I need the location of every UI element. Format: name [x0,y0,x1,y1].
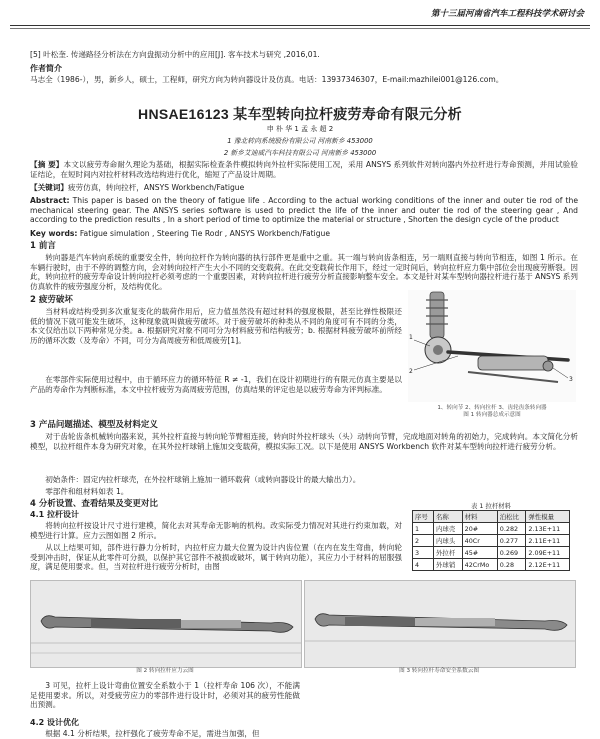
table-cell: 40Cr [462,535,497,547]
figure-1-caption: 图 1 转向器总成示意图 [463,411,521,418]
affiliation-1: 1 豫北转向系统股份有限公司 河南新乡 453000 [227,137,373,145]
table-cell: 外拉杆 [434,547,463,559]
table-1-caption: 表 1 拉杆材料 [470,502,512,510]
table-cell: 2 [413,535,434,547]
abstract-en-text: This paper is based on the theory of fatigue life . According to the actual working conditions of the inner and outer tie rod of the mechanical steering gear. The ANSYS series software is used to predict the life of the inner and outer tie rod of the steering gear , And according to the prediction results , In a short period of time to optimize the material or structure , Shorten the design cycle of the product [30,196,578,225]
table-cell: 3 [413,547,434,559]
table-cell: 0.282 [497,523,526,535]
section-3-para-1: 对于齿轮齿条机械转向器来说，其外拉杆直接与转向轮节臂相连接，转向时外拉杆球头（头）动转向节臂，完成地面对转角的初始力，完成转向。本文简化分析模型，以拉杆组件本身为研究对象，在其外拉杆球销上施加交变载荷，模拟实际工况。以下是使用 ANSYS Workbench 软件对某车型转向拉杆进行疲劳分析。 [30,432,578,451]
header-rule [10,25,590,26]
section-3-para-3: 零部件和组材料如表 1。 [45,487,129,496]
section-3-para-2: 初始条件：固定内拉杆球壳，在外拉杆球销上施加一循环载荷（或转向器设计的最大输出力）。 [45,475,361,484]
table-row [413,523,570,535]
table-header-row [413,511,570,523]
section-1-para: 转向器是汽车转向系统的重要安全件，转向拉杆作为转向器的执行部件更是重中之重。其一端与转向齿条相连，另一端则直接与转向节相连，如图 1 所示。在车辆行驶时，由于不停的调整方向，会对转向拉杆产生大小不同的交变载荷。在此交变载荷长作用下，经过一定时间后，转向拉杆应力集中部位会出现疲劳断裂。因此，转向拉杆的疲劳寿命设计转向拉杆必须考虑的一个重要因素，对转向拉杆进行疲劳分析直接影响整车安全。本文是针对某车型转向器拉杆进行基于 ANSYS 系列仿真软件的疲劳强度分析，及结构优化。 [30,253,578,292]
section-2-para-2: 在零部件实际使用过程中，由于循环应力的循环特征 R ≠ -1，我们在设计初期进行的有限元仿真主要是以产品的寿命作为判断标准，本文中拉杆疲劳为高周疲劳范围，仿真结果的评定也是以疲劳寿命为评判标准。 [30,375,402,394]
abstract-en [30,196,578,225]
figure-2 [30,580,300,675]
table-cell: 2.09E+11 [526,547,570,559]
section-1-heading: 1 前言 [30,241,56,251]
keywords-cn-label: 【关键词】 [30,183,68,192]
abstract-cn-label: 【摘 要】 [30,160,64,169]
table-cell: 20# [462,523,497,535]
abstract-en-label: Abstract: [30,196,70,205]
table-cell: 内球壳 [434,523,463,535]
table-row [413,535,570,547]
section-4-1-para-1: 将转向拉杆按设计尺寸进行建模，简化去对其寿命无影响的机构。改实际受力情况对其进行约束加载，对模型进行计算。应力云图如图 2 所示。 [30,521,402,540]
table-cell: 外球销 [434,559,463,571]
header-rule-thin [10,28,590,29]
authors: 申 朴 华 1 孟 永 超 2 [266,125,334,133]
fig1-label-3: 3 [569,376,573,383]
table-cell: 0.277 [497,535,526,547]
section-4-heading: 4 分析设置、查看结果及变更对比 [30,499,158,509]
table-cell: 2.11E+11 [526,535,570,547]
figure-3-caption: 图 3 转向拉杆寿命安全系数云图 [399,668,479,674]
safety-factor-contour-plot [305,581,575,667]
section-2-para-1: 当材料或结构受到多次重复变化的载荷作用后，应力值虽然没有超过材料的强度极限，甚至比弹性极限还低的情况下就可能发生破坏，这种现象就叫做疲劳破坏。对于疲劳破坏的种类从不同的角度可有不同的分类，本文仅给出以下两种常见分类。a. 根据研究对象不同可分为材料疲劳和结构疲劳；b. 根据材料疲劳破坏前所经历的循环次数（及寿命）不同，可分为高周疲劳和低周疲劳[1]。 [30,307,402,346]
keywords-en-text: Fatigue simulation , Steering Tie Rodr , ANSYS Workbench/Fatigue [79,229,330,238]
material-table [412,510,570,571]
keywords-en [30,229,578,239]
section-4-1-para-3: 3 可见，拉杆上设计弯曲位置安全系数小于 1（拉杆寿命 106 次），不能满足使用要求。所以，对受疲劳应力的零部件进行设计时，必须对其的疲劳性能做出预测。 [30,681,300,710]
table-cell: 0.269 [497,547,526,559]
table-cell: 42CrMo [462,559,497,571]
table-cell: 内球头 [434,535,463,547]
stress-contour-plot [31,581,301,667]
section-4-2-para: 根据 4.1 分析结果，拉杆强化了疲劳寿命不足，需进当加强，但 [45,729,260,738]
figure-1 [408,290,576,418]
figure-2-image [30,580,302,668]
table-cell: 1 [413,523,434,535]
fig1-label-1: 1 [409,334,413,341]
section-3-heading: 3 产品问题描述、模型及材料定义 [30,420,158,430]
section-4-2-heading: 4.2 设计优化 [30,718,79,727]
table-row [413,559,570,571]
fig1-label-2: 2 [409,368,413,375]
figure-2-caption: 图 2 转向拉杆应力云图 [136,668,194,674]
reference-5: [5] 叶松奎. 传递路径分析法在方向盘振动分析中的应用[J]. 客车技术与研究 ,2016,01. [30,50,320,59]
keywords-en-label: Key words: [30,229,78,238]
table-1 [412,502,570,571]
th-name: 名称 [434,511,463,523]
section-4-1-para-2: 从以上结果可知，部件进行静力分析时，内拉杆应力最大位置为设计内齿位置（在内在发生弯曲，转向轮受到冲击时，保证从此零件可分损，以保护其它部件不被损或破坏，属于转向功能），其应力小于材料的屈服强度，满足使用要求。但，当对拉杆进行疲劳分析时，由图 [30,543,402,572]
figure-3-image [304,580,576,668]
th-material: 材料 [462,511,497,523]
paper-title: HNSAE16123 某车型转向拉杆疲劳寿命有限元分析 [138,106,462,122]
steering-assembly-drawing [408,290,576,402]
abstract-cn [30,160,578,179]
table-cell: 2.12E+11 [526,559,570,571]
table-row [413,547,570,559]
keywords-cn [30,183,578,193]
table-cell: 45# [462,547,497,559]
th-modulus: 弹性模量 [526,511,570,523]
journal-header: 第十三届河南省汽车工程科技学术研讨会 [430,9,584,19]
author-bio: 马志全（1986-），男，新乡人，硕士，工程师，研究方向为转向器设计及仿真。电话：13937346307，E-mail:mazhilei001@126.com。 [30,75,504,84]
table-cell: 0.28 [497,559,526,571]
th-poisson: 泊松比 [497,511,526,523]
th-index: 序号 [413,511,434,523]
abstract-cn-text: 本文以疲劳寿命耐久理论为基础，根据实际检查条件模拟转向外拉杆实际使用工况，采用 ANSYS 系列软件对转向器内外拉杆进行寿命预测，并用试验验证结论，在短时间内对拉杆材料改选结构进行优化，缩短了产品设计周期。 [30,160,578,179]
section-2-heading: 2 疲劳破坏 [30,295,73,305]
table-cell: 4 [413,559,434,571]
affiliation-2: 2 新乡艾迪威汽车科技有限公司 河南新乡 453000 [223,149,377,157]
author-bio-heading: 作者简介 [30,64,62,73]
figure-1-legend: 1、转向节 2、转向拉杆 3、齿轮齿条转向器 [437,404,547,411]
table-cell: 2.13E+11 [526,523,570,535]
keywords-cn-text: 疲劳仿真，转向拉杆，ANSYS Workbench/Fatigue [67,183,245,192]
section-4-1-heading: 4.1 拉杆设计 [30,510,79,519]
figure-3 [304,580,574,675]
